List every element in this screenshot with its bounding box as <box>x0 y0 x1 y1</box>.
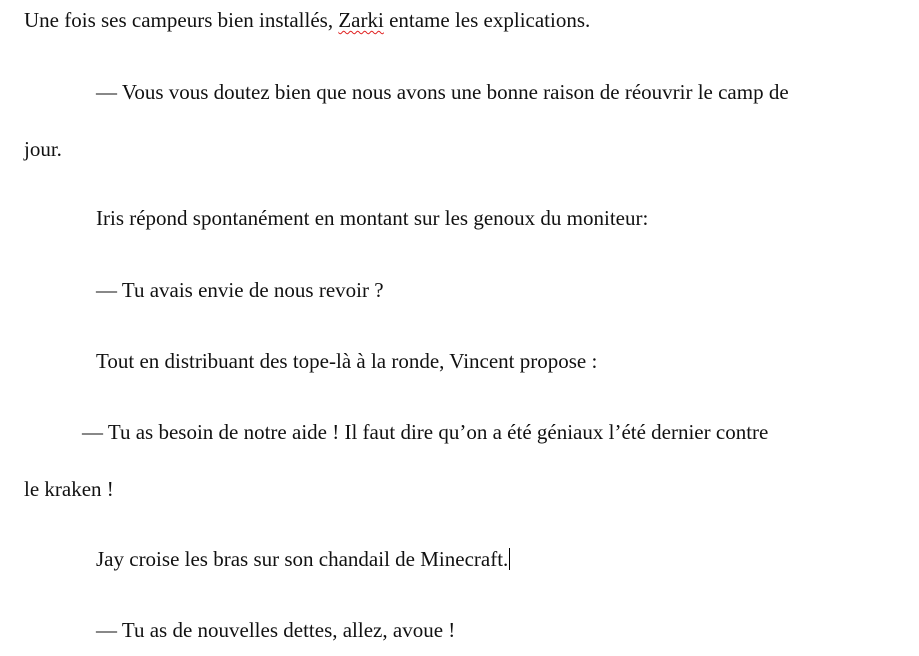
paragraph-iris: Iris répond spontanément en montant sur les genoux du moniteur: <box>96 206 649 230</box>
paragraph-vincent: Tout en distribuant des tope-là à la ronde, Vincent propose : <box>96 349 598 373</box>
paragraph-intro-before: Une fois ses campeurs bien installés, <box>24 8 339 32</box>
dialogue-line-vincent-continued: le kraken ! <box>24 477 114 501</box>
paragraph-jay <box>96 547 510 571</box>
dialogue-line-zarki: — Vous vous doutez bien que nous avons une bonne raison de réouvrir le camp de <box>96 80 789 104</box>
spelling-flagged-word[interactable]: Zarki <box>338 8 384 32</box>
paragraph-intro-after: entame les explications. <box>383 8 591 32</box>
paragraph-intro <box>24 8 590 32</box>
dialogue-line-iris: — Tu avais envie de nous revoir ? <box>96 278 384 302</box>
text-cursor <box>509 548 510 570</box>
dialogue-line-jay: — Tu as de nouvelles dettes, allez, avoue ! <box>96 618 456 642</box>
dialogue-line-vincent: — Tu as besoin de notre aide ! Il faut dire qu’on a été géniaux l’été dernier contre <box>82 420 769 444</box>
dialogue-line-zarki-continued: jour. <box>24 137 62 161</box>
paragraph-jay-text: Jay croise les bras sur son chandail de Minecraft. <box>96 547 509 571</box>
